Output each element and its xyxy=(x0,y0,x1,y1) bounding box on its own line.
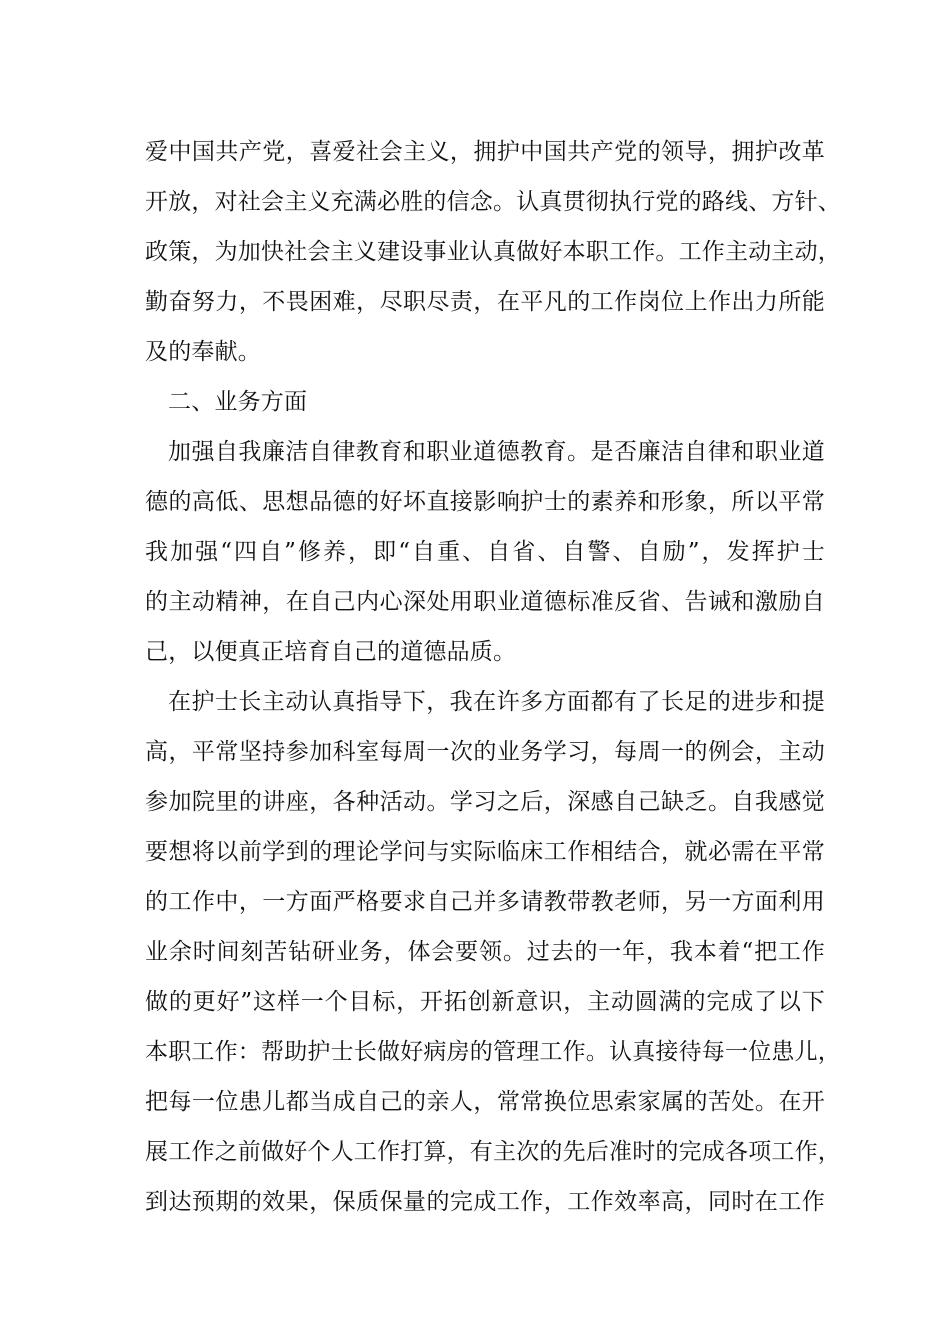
text-line: 做的更好”这样一个目标，开拓创新意识，主动圆满的完成了以下 xyxy=(145,989,825,1015)
text-line: 及的奉献。 xyxy=(145,339,261,365)
section-heading: 二、业务方面 xyxy=(168,389,308,415)
text-line: 爱中国共产党，喜爱社会主义，拥护中国共产党的领导，拥护改革 xyxy=(145,139,825,165)
text-line: 到达预期的效果，保质保量的完成工作，工作效率高，同时在工作 xyxy=(145,1189,825,1215)
text-line: 要想将以前学到的理论学问与实际临床工作相结合，就必需在平常 xyxy=(145,839,825,865)
text-line: 我加强“四自”修养，即“自重、自省、自警、自励”，发挥护士 xyxy=(145,539,825,565)
text-line: 业余时间刻苦钻研业务，体会要领。过去的一年，我本着“把工作 xyxy=(145,939,825,965)
text-line: 高，平常坚持参加科室每周一次的业务学习，每周一的例会，主动 xyxy=(145,739,825,765)
text-line: 德的高低、思想品德的好坏直接影响护士的素养和形象，所以平常 xyxy=(145,489,825,515)
text-line: 的主动精神，在自己内心深处用职业道德标准反省、告诫和激励自 xyxy=(145,589,825,615)
text-line: 加强自我廉洁自律教育和职业道德教育。是否廉洁自律和职业道 xyxy=(168,439,825,465)
text-line: 在护士长主动认真指导下，我在许多方面都有了长足的进步和提 xyxy=(168,689,825,715)
text-line: 勤奋努力，不畏困难，尽职尽责，在平凡的工作岗位上作出力所能 xyxy=(145,289,825,315)
text-line: 开放，对社会主义充满必胜的信念。认真贯彻执行党的路线、方针、 xyxy=(145,189,841,215)
text-line: 把每一位患儿都当成自己的亲人，常常换位思索家属的苦处。在开 xyxy=(145,1089,825,1115)
text-line: 本职工作：帮助护士长做好病房的管理工作。认真接待每一位患儿， xyxy=(145,1039,841,1065)
text-line: 参加院里的讲座，各种活动。学习之后，深感自己缺乏。自我感觉 xyxy=(145,789,825,815)
text-line: 的工作中，一方面严格要求自己并多请教带教老师，另一方面利用 xyxy=(145,889,825,915)
text-line: 展工作之前做好个人工作打算，有主次的先后准时的完成各项工作， xyxy=(145,1139,841,1165)
text-line: 己，以便真正培育自己的道德品质。 xyxy=(145,639,517,665)
text-line: 政策，为加快社会主义建设事业认真做好本职工作。工作主动主动， xyxy=(145,239,841,265)
